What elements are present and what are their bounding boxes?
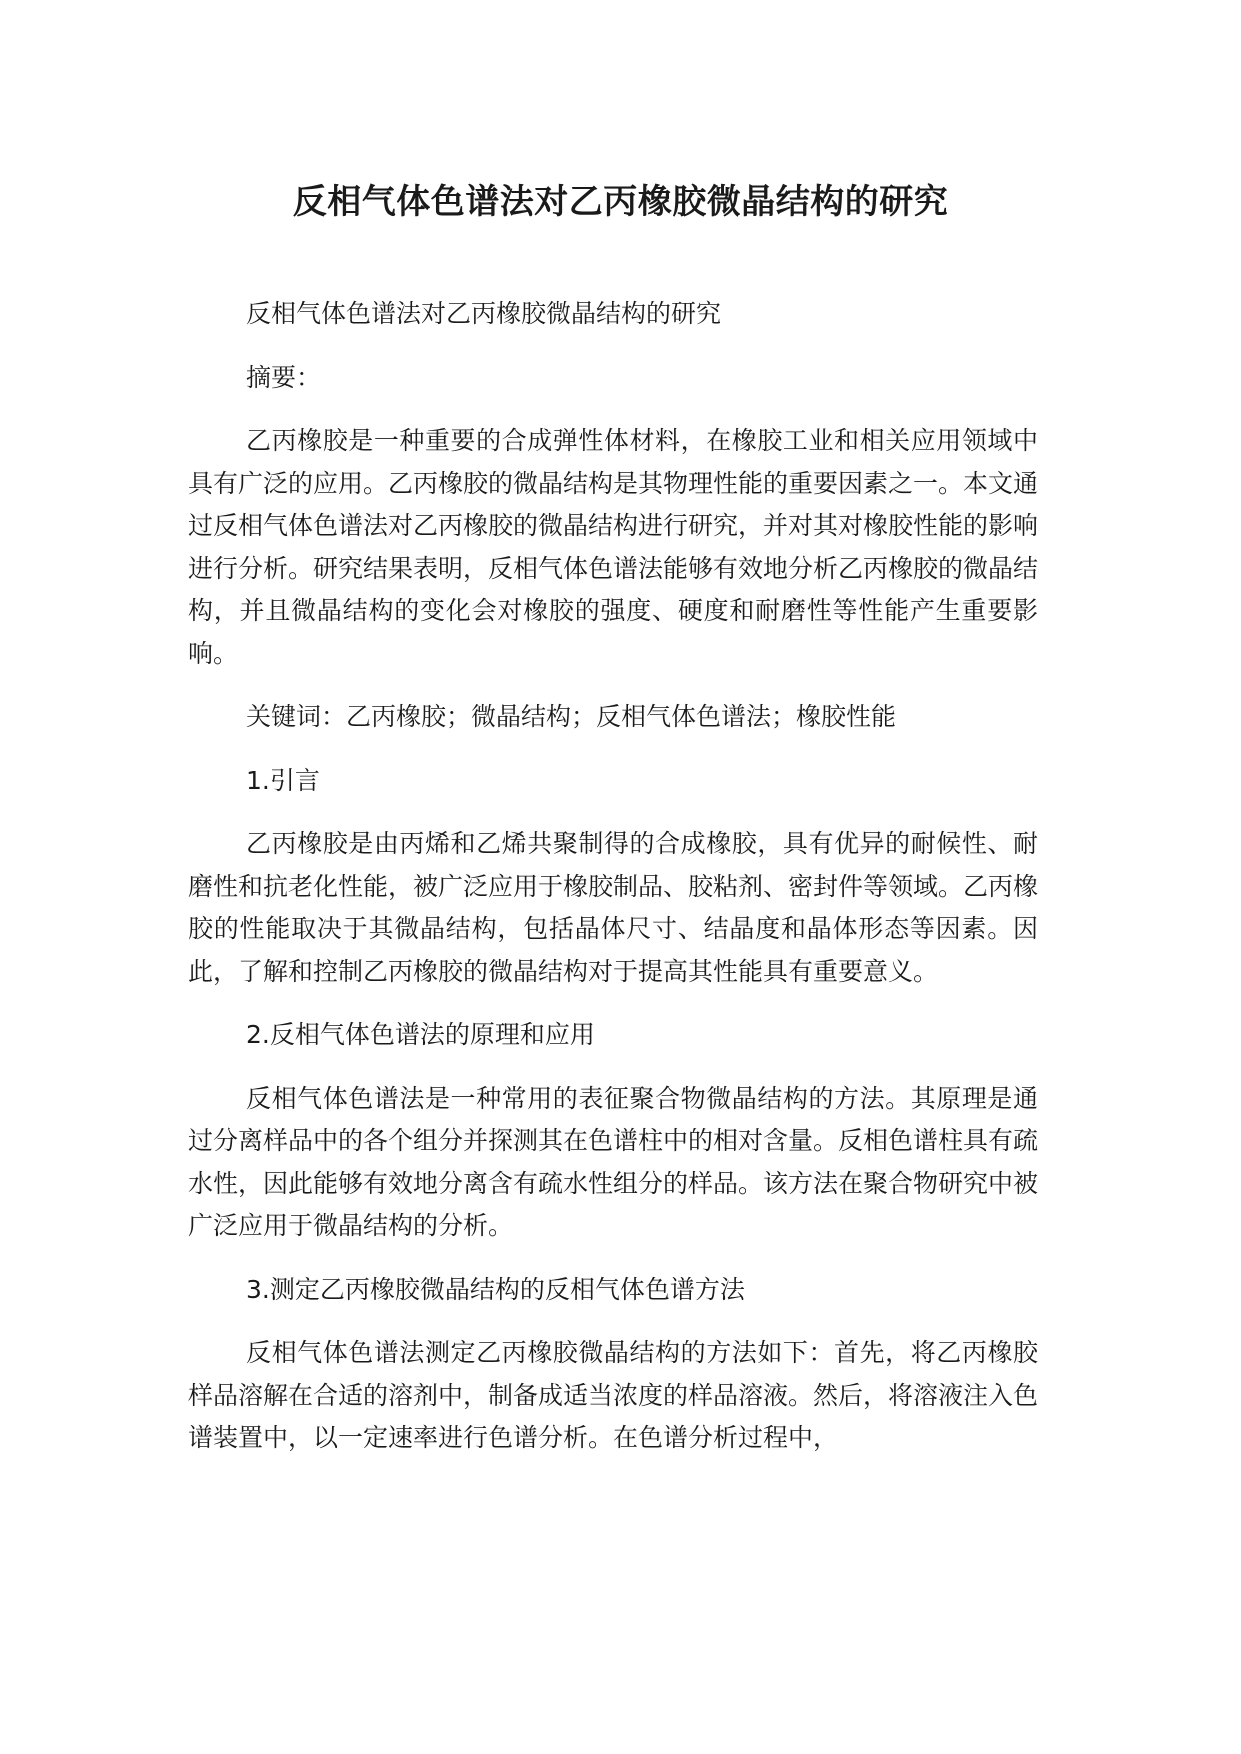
subtitle-paragraph: 反相气体色谱法对乙丙橡胶微晶结构的研究 [246,299,722,328]
section-heading-introduction: 1.引言 [246,765,320,795]
keywords-paragraph: 关键词：乙丙橡胶；微晶结构；反相气体色谱法；橡胶性能 [246,702,897,731]
section-heading-method: 3.测定乙丙橡胶微晶结构的反相气体色谱方法 [246,1274,745,1304]
document-title: 反相气体色谱法对乙丙橡胶微晶结构的研究 [292,182,949,222]
abstract-paragraph: 乙丙橡胶是一种重要的合成弹性体材料，在橡胶工业和相关应用领域中具有广泛的应用。乙丙橡胶的微晶结构是其物理性能的重要因素之一。本文通过反相气体色谱法对乙丙橡胶的微晶结构进行研究，并对其对橡胶性能的影响进行分析。研究结果表明，反相气体色谱法能够有效地分析乙丙橡胶的微晶结构，并且微晶结构的变化会对橡胶的强度、硬度和耐磨性等性能产生重要影响。 [188,426,1039,668]
introduction-paragraph: 乙丙橡胶是由丙烯和乙烯共聚制得的合成橡胶，具有优异的耐候性、耐磨性和抗老化性能，被广泛应用于橡胶制品、胶粘剂、密封件等领域。乙丙橡胶的性能取决于其微晶结构，包括晶体尺寸、结晶度和晶体形态等因素。因此，了解和控制乙丙橡胶的微晶结构对于提高其性能具有重要意义。 [188,829,1039,986]
principle-paragraph: 反相气体色谱法是一种常用的表征聚合物微晶结构的方法。其原理是通过分离样品中的各个组分并探测其在色谱柱中的相对含量。反相色谱柱具有疏水性，因此能够有效地分离含有疏水性组分的样品。该方法在聚合物研究中被广泛应用于微晶结构的分析。 [188,1083,1039,1240]
section-heading-principle: 2.反相气体色谱法的原理和应用 [246,1020,595,1049]
abstract-label: 摘要： [246,362,322,392]
method-paragraph: 反相气体色谱法测定乙丙橡胶微晶结构的方法如下：首先，将乙丙橡胶样品溶解在合适的溶剂中，制备成适当浓度的样品溶液。然后，将溶液注入色谱装置中，以一定速率进行色谱分析。在色谱分析过程中， [188,1338,1039,1452]
document-body [188,293,1038,1460]
